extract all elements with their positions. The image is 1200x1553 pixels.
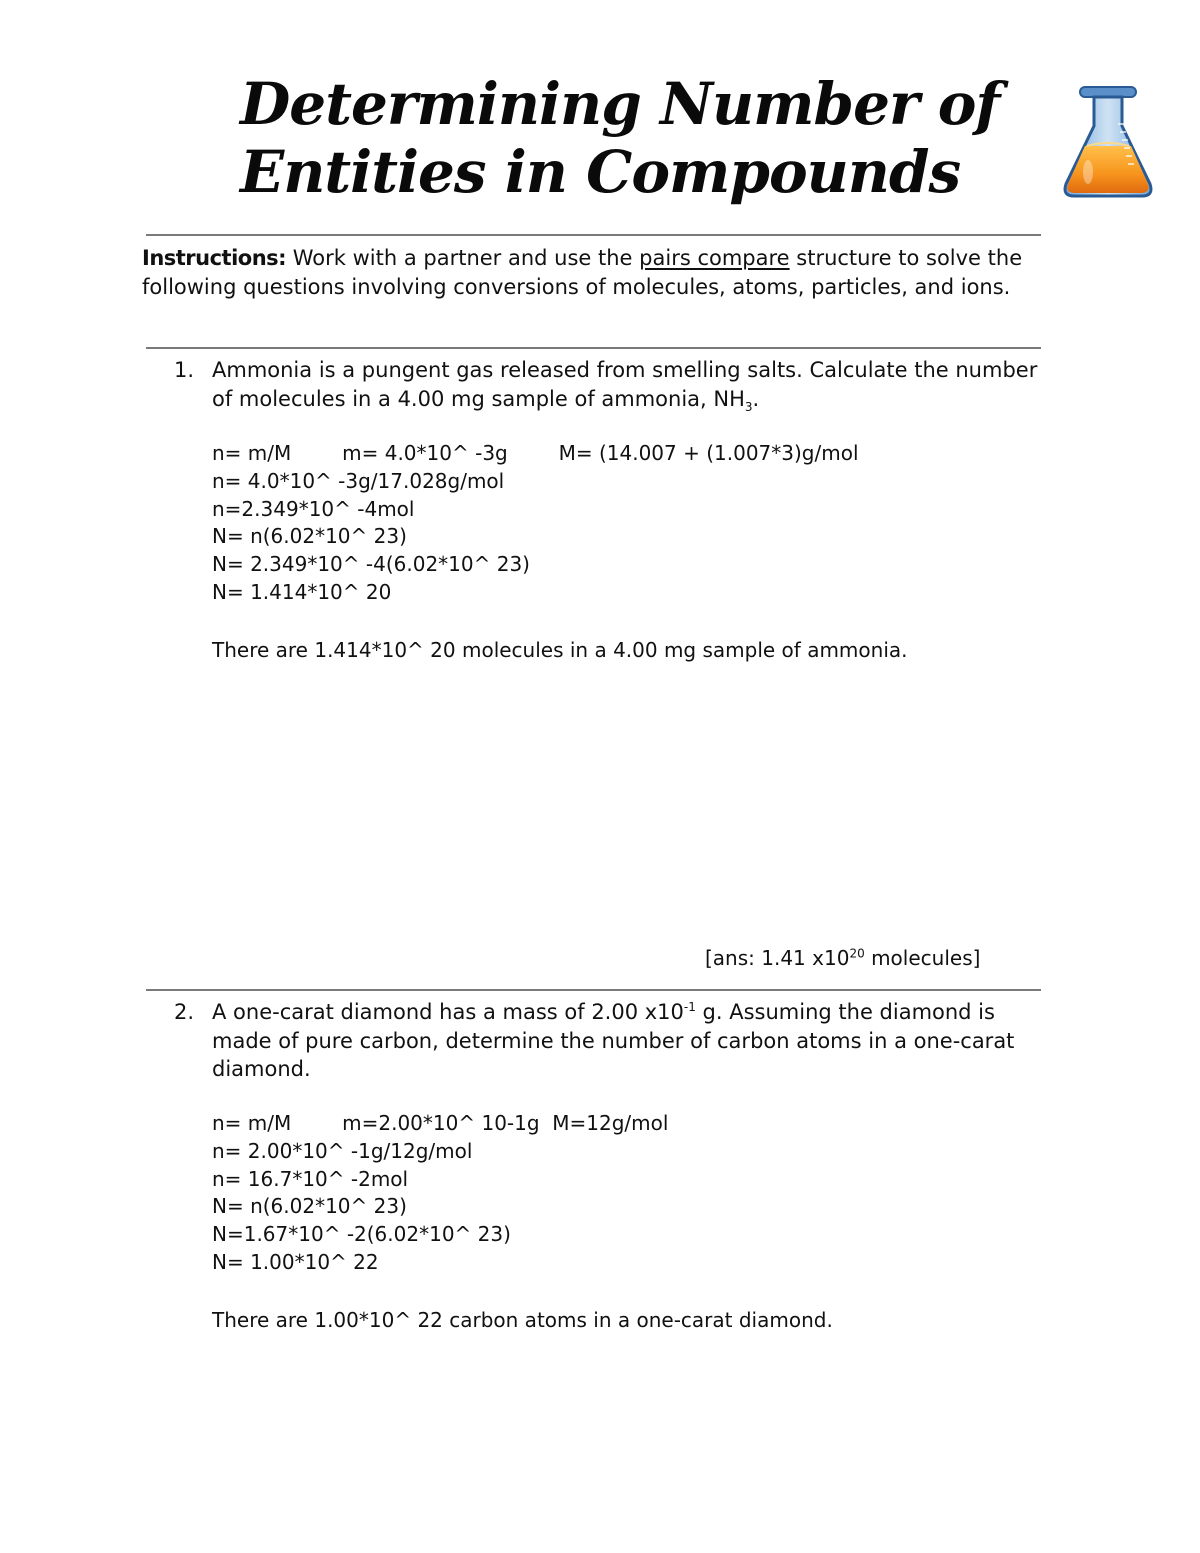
work-line: n= 16.7*10^ -2mol xyxy=(212,1166,409,1191)
divider xyxy=(146,347,1041,349)
work-line: N= n(6.02*10^ 23) xyxy=(212,1194,407,1219)
work-line: n= m/M m= 4.0*10^ -3g M= (14.007 + (1.007*3)g/mol xyxy=(212,441,859,465)
work-line: N= 1.00*10^ 22 xyxy=(212,1249,379,1274)
title-line-1: Determining Number of xyxy=(240,70,1000,138)
question-2-conclusion: There are 1.00*10^ 22 carbon atoms in a one-carat diamond. xyxy=(212,1308,833,1332)
question-2-text: A one-carat diamond has a mass of 2.00 $x10^{-1}$ g. Assuming the diamond is made of pure carbon, determine the number of carbon atoms in a one-carat diamond. xyxy=(212,1000,1015,1081)
work-line: N= 1.414*10^ 20 xyxy=(212,579,392,604)
question-2-work xyxy=(212,1110,1042,1277)
question-1-text: Ammonia is a pungent gas released from smelling salts. Calculate the number of molecules in a 4.00 mg sample of ammonia, $NH_3$. xyxy=(212,358,1038,414)
page-title xyxy=(240,70,1000,206)
instructions-text-before: Work with a partner and use the xyxy=(286,246,640,270)
question-1-work xyxy=(212,440,1042,607)
instructions-text-after: structure to solve the following questions involving conversions of molecules, atoms, particles, and ions. xyxy=(142,246,1023,299)
work-line: N= n(6.02*10^ 23) xyxy=(212,524,407,549)
question-1-conclusion: There are 1.414*10^ 20 molecules in a 4.00 mg sample of ammonia. xyxy=(212,638,908,662)
title-line-2: Entities in Compounds xyxy=(240,138,961,206)
divider xyxy=(146,234,1041,236)
instructions-label: Instructions: xyxy=(142,246,287,270)
work-line: N=1.67*10^ -2(6.02*10^ 23) xyxy=(212,1222,511,1247)
work-line: N= 2.349*10^ -4(6.02*10^ 23) xyxy=(212,552,530,577)
work-line: n= 4.0*10^ -3g/17.028g/mol xyxy=(212,468,505,493)
pairs-compare-term: pairs compare xyxy=(639,246,790,270)
instructions xyxy=(142,244,1042,301)
work-line: n= m/M m=2.00*10^ 10-1g M=12g/mol xyxy=(212,1111,669,1135)
divider xyxy=(146,989,1041,991)
question-2-number: 2. xyxy=(174,1000,195,1024)
question-1-answer: [ans: 1.41 $x10^{20}$ molecules] xyxy=(705,946,981,970)
work-line: n=2.349*10^ -4mol xyxy=(212,496,415,521)
work-line: n= 2.00*10^ -1g/12g/mol xyxy=(212,1138,473,1163)
question-1-number: 1. xyxy=(174,358,195,382)
erlenmeyer-flask-icon xyxy=(1058,84,1158,202)
